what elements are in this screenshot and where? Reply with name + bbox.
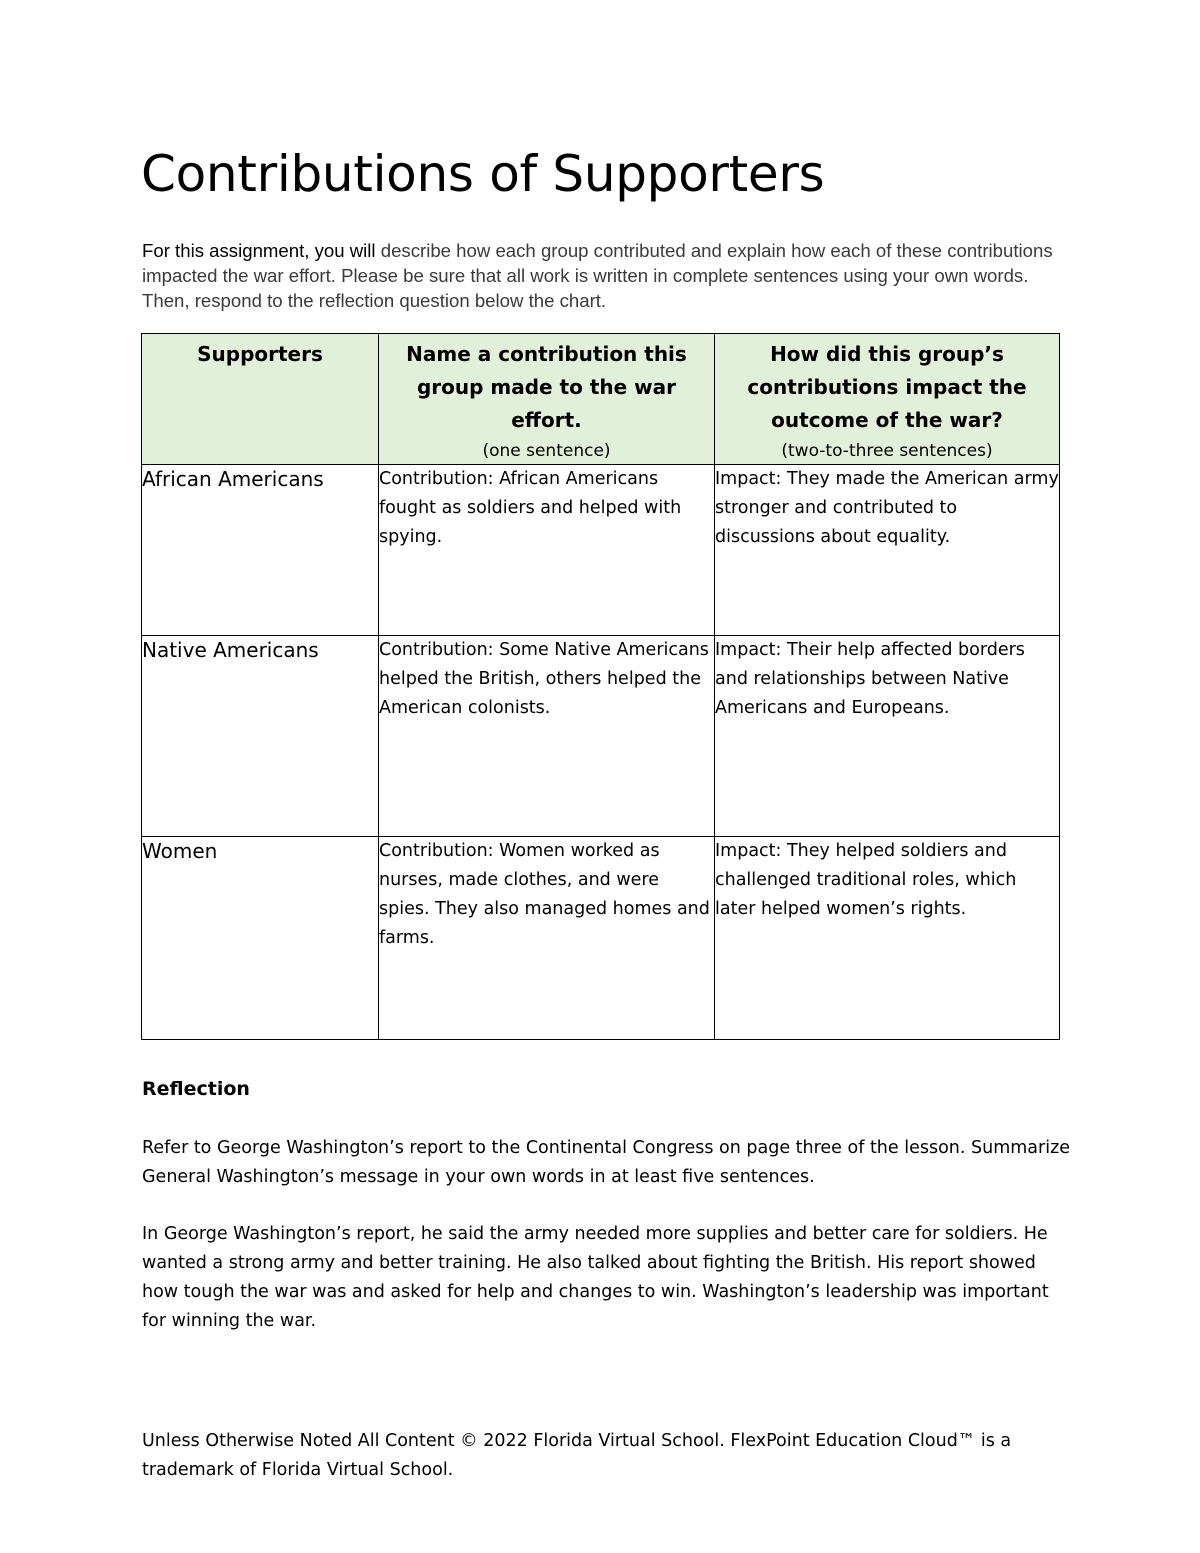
impact-cell: Impact: They helped soldiers and challenged traditional roles, which later helped women’s rights.	[715, 837, 1060, 1040]
group-name: Native Americans	[142, 636, 379, 837]
impact-cell: Impact: They made the American army stronger and contributed to discussions about equality.	[715, 465, 1060, 636]
header-label: Supporters	[197, 342, 323, 366]
contribution-cell: Contribution: Women worked as nurses, made clothes, and were spies. They also managed homes and farms.	[379, 837, 715, 1040]
contribution-cell: Contribution: Some Native Americans helped the British, others helped the American colonists.	[379, 636, 715, 837]
contribution-cell: Contribution: African Americans fought as soldiers and helped with spying.	[379, 465, 715, 636]
header-label: How did this group’s contributions impact the outcome of the war?	[747, 342, 1027, 432]
header-note: (one sentence)	[482, 441, 611, 461]
header-label: Name a contribution this group made to the war effort.	[406, 342, 687, 432]
header-note: (two-to-three sentences)	[781, 441, 993, 461]
assignment-instructions	[142, 238, 1062, 313]
reflection-prompt: Refer to George Washington’s report to the Continental Congress on page three of the lesson. Summarize General Washington’s message in your own words in at least five sentences.	[142, 1138, 1071, 1187]
page-title: Contributions of Supporters	[141, 145, 825, 203]
supporters-table	[141, 333, 1060, 1040]
group-name: Women	[142, 837, 379, 1040]
reflection-heading: Reflection	[142, 1078, 250, 1100]
instructions-lead: For this assignment, you	[142, 240, 345, 261]
table-row	[142, 837, 1060, 1040]
group-name: African Americans	[142, 465, 379, 636]
header-supporters	[142, 334, 379, 465]
table-row	[142, 636, 1060, 837]
copyright-footer: Unless Otherwise Noted All Content © 2022 Florida Virtual School. FlexPoint Education Cloud™ is a trademark of Florida Virtual School.	[142, 1431, 1012, 1480]
table-header-row	[142, 334, 1060, 465]
header-contribution	[379, 334, 715, 465]
table-row	[142, 465, 1060, 636]
instructions-text: describe how each group contributed and explain how each of these contributions impacted the war effort. Please be sure that all work is written in complete sentences using your own words. Then, respond to the reflection question below the chart.	[142, 240, 1053, 311]
instructions-lead-strong: will	[349, 240, 376, 261]
reflection-answer: In George Washington’s report, he said the army needed more supplies and better care for soldiers. He wanted a strong army and better training. He also talked about fighting the British. His report showed how tough the war was and asked for help and changes to win. Washington’s leadership was important for winning the war.	[142, 1224, 1049, 1331]
header-impact	[715, 334, 1060, 465]
impact-cell: Impact: Their help affected borders and relationships between Native Americans and Europeans.	[715, 636, 1060, 837]
